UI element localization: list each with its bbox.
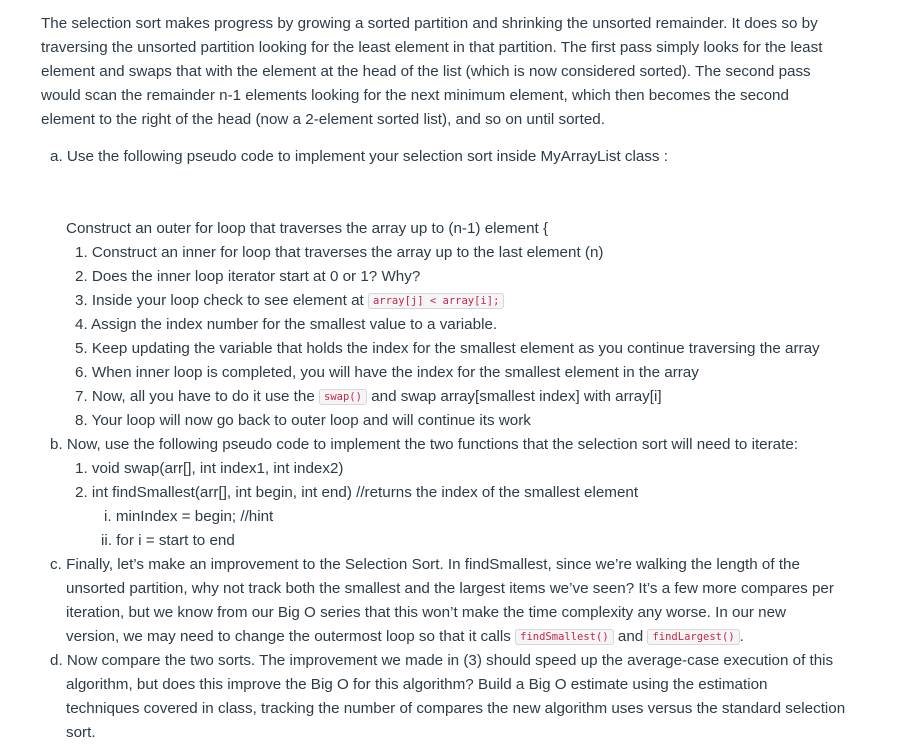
part-b-item: 1. void swap(arr[], int index1, int index2)	[75, 460, 344, 477]
intro-line: traversing the unsorted partition looking for the least element in that partition. The first pass simply looks for the least	[41, 39, 823, 56]
part-c-line: unsorted partition, why not track both the smallest and the largest items we’ve seen? It’s a few more compares per	[66, 580, 834, 597]
part-b-item: 2. int findSmallest(arr[], int begin, int end) //returns the index of the smallest element	[75, 484, 639, 501]
part-b-subitem: ii. for i = start to end	[101, 532, 235, 549]
part-d-line: sort.	[66, 724, 96, 741]
pseudo-step: 2. Does the inner loop iterator start at 0 or 1? Why?	[75, 268, 421, 285]
and-text: and	[617, 628, 644, 645]
pseudo-step: 4. Assign the index number for the smallest value to a variable.	[75, 316, 498, 333]
pseudo-step: 1. Construct an inner for loop that traverses the array up to the last element (n)	[75, 244, 604, 261]
part-d-label: d.	[50, 652, 63, 669]
outer-loop-text: Construct an outer for loop that traverses the array up to (n-1) element {	[66, 220, 549, 237]
part-a-heading	[50, 145, 668, 169]
part-b-label: b.	[50, 436, 63, 453]
part-a-label: a.	[50, 148, 63, 165]
code-comparison: array[j] < array[i];	[368, 293, 504, 309]
part-b-heading	[50, 433, 798, 457]
part-b-subitem: i. minIndex = begin; //hint	[104, 508, 274, 525]
part-c-heading	[50, 553, 800, 577]
part-a-text: Use the following pseudo code to implement your selection sort inside MyArrayList class :	[66, 148, 668, 165]
step3-text: 3. Inside your loop check to see element at	[75, 292, 364, 309]
step7-text: 7. Now, all you have to do it use the	[75, 388, 315, 405]
part-d-line: techniques covered in class, tracking the number of compares the new algorithm uses versus the standard selection	[66, 700, 846, 717]
intro-line: would scan the remainder n-1 elements looking for the next minimum element, which then becomes the second	[41, 87, 789, 104]
pseudo-step: 6. When inner loop is completed, you will have the index for the smallest element in the array	[75, 364, 699, 381]
pseudo-step	[75, 385, 662, 409]
intro-line: The selection sort makes progress by growing a sorted partition and shrinking the unsorted remainder. It does so by	[41, 15, 818, 32]
part-d-heading	[50, 649, 833, 673]
part-c-text-end: version, we may need to change the outermost loop so that it calls	[66, 628, 511, 645]
pseudo-step: 5. Keep updating the variable that holds the index for the smallest element as you continue traversing the array	[75, 340, 820, 357]
code-find-largest: findLargest()	[647, 629, 739, 645]
part-d-line: algorithm, but does this improve the Big O for this algorithm? Build a Big O estimate using the estimation	[66, 676, 768, 693]
pseudo-step	[75, 289, 504, 313]
period-text: .	[739, 628, 744, 645]
part-c-line	[66, 625, 744, 649]
part-c-text: Finally, let’s make an improvement to the Selection Sort. In findSmallest, since we’re walking the length of the	[66, 556, 800, 573]
part-d-text: Now compare the two sorts. The improvement we made in (3) should speed up the average-case execution of this	[66, 652, 834, 669]
part-b-text: Now, use the following pseudo code to implement the two functions that the selection sort will need to iterate:	[66, 436, 799, 453]
code-find-smallest: findSmallest()	[515, 629, 614, 645]
step7-text-end: and swap array[smallest index] with array[i]	[371, 388, 662, 405]
intro-line: element and swaps that with the element at the head of the list (which is now considered sorted). The second pass	[41, 63, 811, 80]
pseudo-step: 8. Your loop will now go back to outer loop and will continue its work	[75, 412, 531, 429]
part-c-line: iteration, but we know from our Big O series that this won’t make the time complexity any worse. In our new	[66, 604, 787, 621]
part-c-label: c.	[50, 556, 62, 573]
code-swap: swap()	[319, 389, 367, 405]
intro-line: element to the right of the head (now a 2-element sorted list), and so on until sorted.	[41, 111, 605, 128]
